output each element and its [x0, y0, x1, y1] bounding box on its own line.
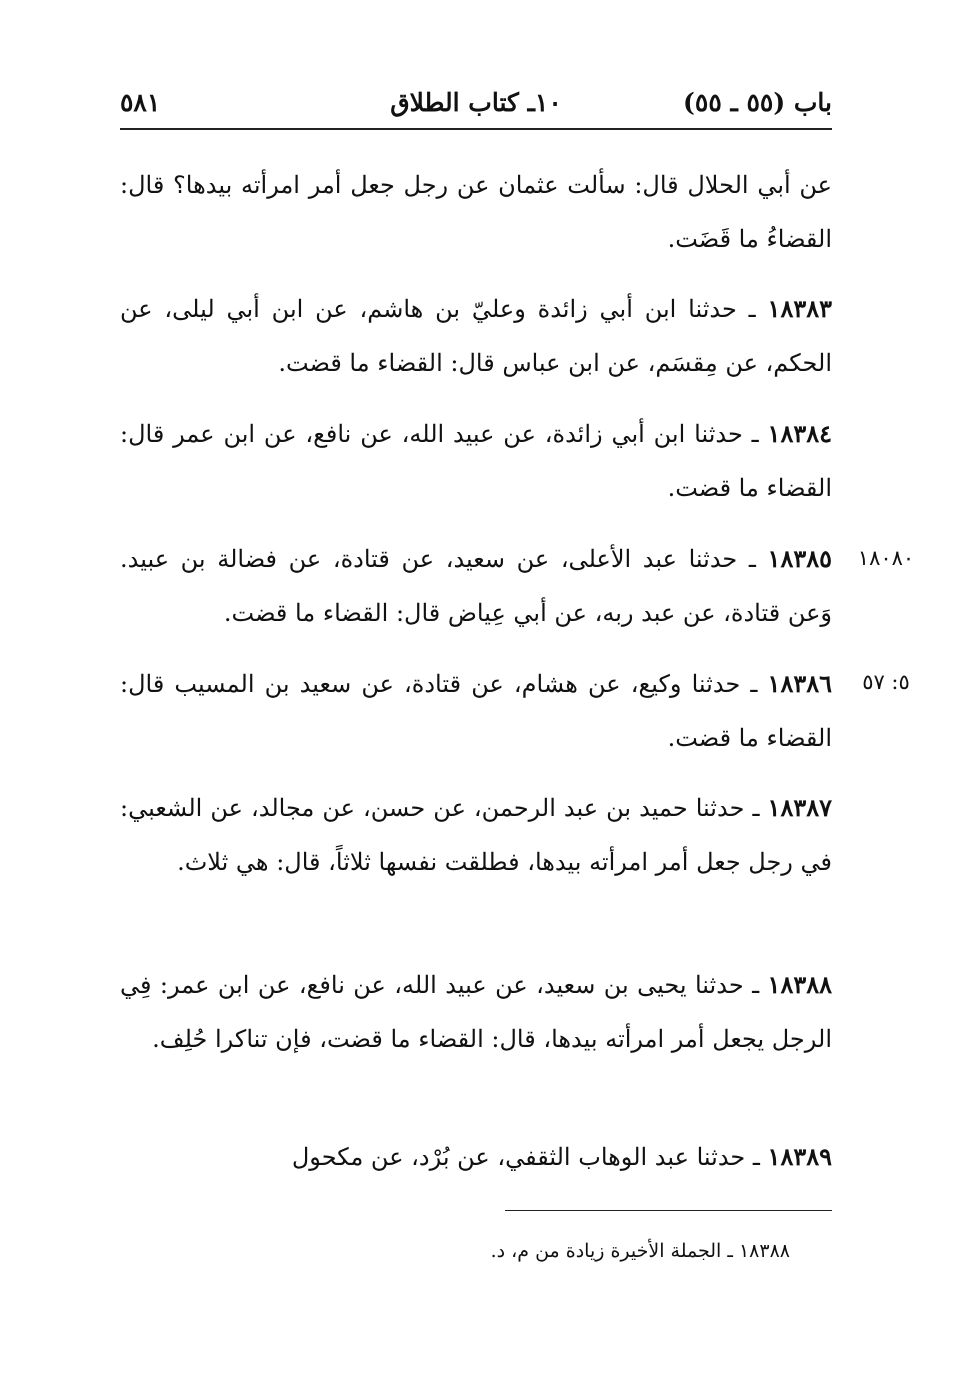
hadith-number: ١٨٣٨٨	[767, 970, 832, 999]
hadith-18387	[120, 781, 832, 889]
footnote-divider	[505, 1210, 832, 1211]
hadith-text: ـ حدثنا وكيع، عن هشام، عن قتادة، عن سعيد بن المسيب قال: القضاء ما قضت.	[120, 670, 832, 752]
hadith-number: ١٨٣٨٦	[767, 669, 832, 698]
hadith-text: ـ حدثنا حميد بن عبد الرحمن، عن حسن، عن مجالد، عن الشعبي: في رجل جعل أمر امرأته بيدها، فطلقت نفسها ثلاثاً، قال: هي ثلاث.	[120, 794, 832, 876]
hadith-number: ١٨٣٨٣	[767, 294, 832, 323]
hadith-18386	[120, 657, 832, 765]
chapter-title: باب (٥٥ ـ ٥٥)	[683, 88, 832, 117]
header-divider	[120, 128, 832, 130]
hadith-text: ـ حدثنا ابن أبي زائدة وعليّ بن هاشم، عن ابن أبي ليلى، عن الحكم، عن مِقسَم، عن ابن عباس قال: القضاء ما قضت.	[120, 295, 832, 377]
hadith-text: ـ حدثنا ابن أبي زائدة، عن عبيد الله، عن نافع، عن ابن عمر قال: القضاء ما قضت.	[120, 420, 832, 502]
book-title: ١٠ـ كتاب الطلاق	[390, 88, 562, 117]
page-number: ٥٨١	[120, 88, 161, 117]
hadith-number: ١٨٣٨٥	[767, 544, 832, 573]
hadith-number: ١٨٣٨٤	[767, 419, 832, 448]
hadith-text: ـ حدثنا عبد الوهاب الثقفي، عن بُرْد، عن مكحول	[291, 1143, 768, 1171]
hadith-text: عن أبي الحلال قال: سألت عثمان عن رجل جعل أمر امرأته بيدها؟ قال: القضاءُ ما قَضَت.	[120, 171, 832, 253]
hadith-text: ـ حدثنا عبد الأعلى، عن سعيد، عن قتادة، عن فضالة بن عبيد. وَعن قتادة، عن عبد ربه، عن أبي عِياض قال: القضاء ما قضت.	[120, 545, 832, 627]
footnote: ١٨٣٨٨ ـ الجملة الأخيرة زيادة من م، د.	[490, 1240, 790, 1262]
hadith-18389	[120, 1130, 832, 1184]
paragraph-continuation	[120, 158, 832, 266]
hadith-number: ١٨٣٨٧	[767, 793, 832, 822]
margin-reference: ١٨٠٨٠	[857, 546, 915, 570]
hadith-18384	[120, 407, 832, 515]
hadith-18383	[120, 282, 832, 390]
hadith-18385	[120, 532, 832, 640]
page-header	[120, 84, 832, 124]
margin-reference: ٥: ٥٧	[862, 670, 910, 694]
hadith-18388	[120, 958, 832, 1066]
hadith-text: ـ حدثنا يحيى بن سعيد، عن عبيد الله، عن نافع، عن ابن عمر: فِي الرجل يجعل أمر امرأته بيدها، قال: القضاء ما قضت، فإن تناكرا حُلِف.	[120, 971, 832, 1053]
hadith-number: ١٨٣٨٩	[767, 1142, 832, 1171]
